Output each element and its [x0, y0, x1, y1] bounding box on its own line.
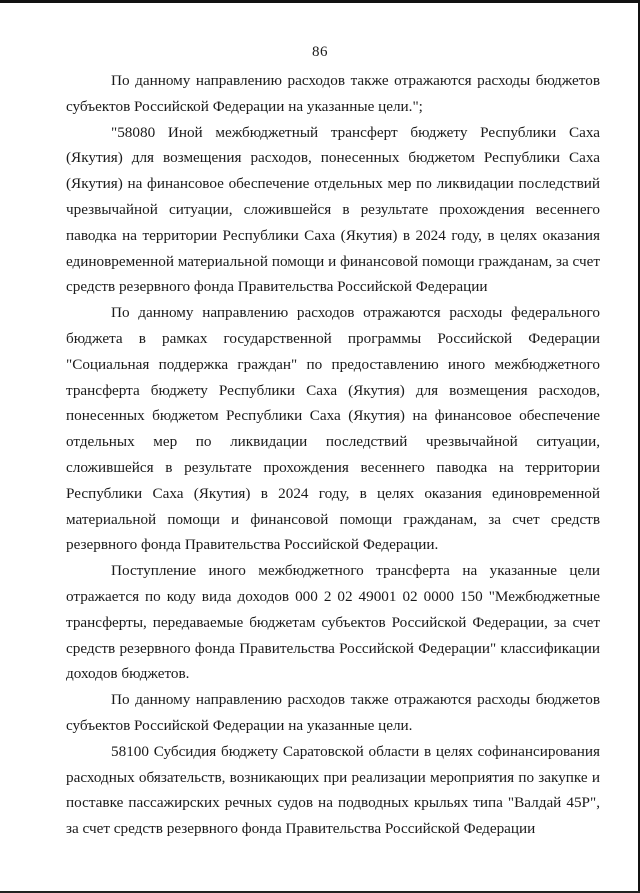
- paragraph-58100-title: 58100 Субсидия бюджету Саратовской области в целях софинансирования расходных обязательств, возникающих при реализации мероприятия по закупке и поставке пассажирских речных судов на подводных крыльях типа "Валдай 45Р", за счет средств резервного фонда Правительства Российской Федерации: [66, 742, 600, 838]
- paragraph-58080-title: "58080 Иной межбюджетный трансферт бюджету Республики Саха (Якутия) для возмещения расходов, понесенных бюджетом Республики Саха (Якутия) на финансовое обеспечение отдельных мер по ликвидации последствий чрезвычайной ситуации, сложившейся в результате прохождения весеннего паводка на территории Республики Саха (Якутия) в 2024 году, в целях оказания единовременной материальной помощи и финансовой помощи гражданам, за счет средств резервного фонда Правительства Российской Федерации: [66, 123, 600, 296]
- paragraph-income-code: Поступление иного межбюджетного трансферта на указанные цели отражается по коду вида доходов 000 2 02 49001 02 0000 150 "Межбюджетные трансферты, передаваемые бюджетам субъектов Российской Федерации, за счет средств резервного фонда Правительства Российской Федерации" классификации доходов бюджетов.: [66, 562, 600, 683]
- paragraph-58080-description: По данному направлению расходов отражаются расходы федерального бюджета в рамках государственной программы Российской Федерации "Социальная поддержка граждан" по предоставлению иного межбюджетного трансферта бюджету Республики Саха (Якутия) для возмещения расходов, понесенных бюджетом Республики Саха (Якутия) на финансовое обеспечение отдельных мер по ликвидации последствий чрезвычайной ситуации, сложившейся в результате прохождения весеннего паводка на территории Республики Саха (Якутия) в 2024 году, в целях оказания единовременной материальной помощи и финансовой помощи гражданам, за счет средств резервного фонда Правительства Российской Федерации.: [66, 304, 600, 554]
- page-edge-top: [0, 0, 640, 3]
- document-body: [66, 68, 600, 842]
- paragraph-expenses-note-2: По данному направлению расходов также отражаются расходы бюджетов субъектов Российской Федерации на указанные цели.: [66, 691, 600, 734]
- page-number: 86: [312, 44, 328, 60]
- paragraph-expenses-note: По данному направлению расходов также отражаются расходы бюджетов субъектов Российской Федерации на указанные цели.";: [66, 72, 600, 115]
